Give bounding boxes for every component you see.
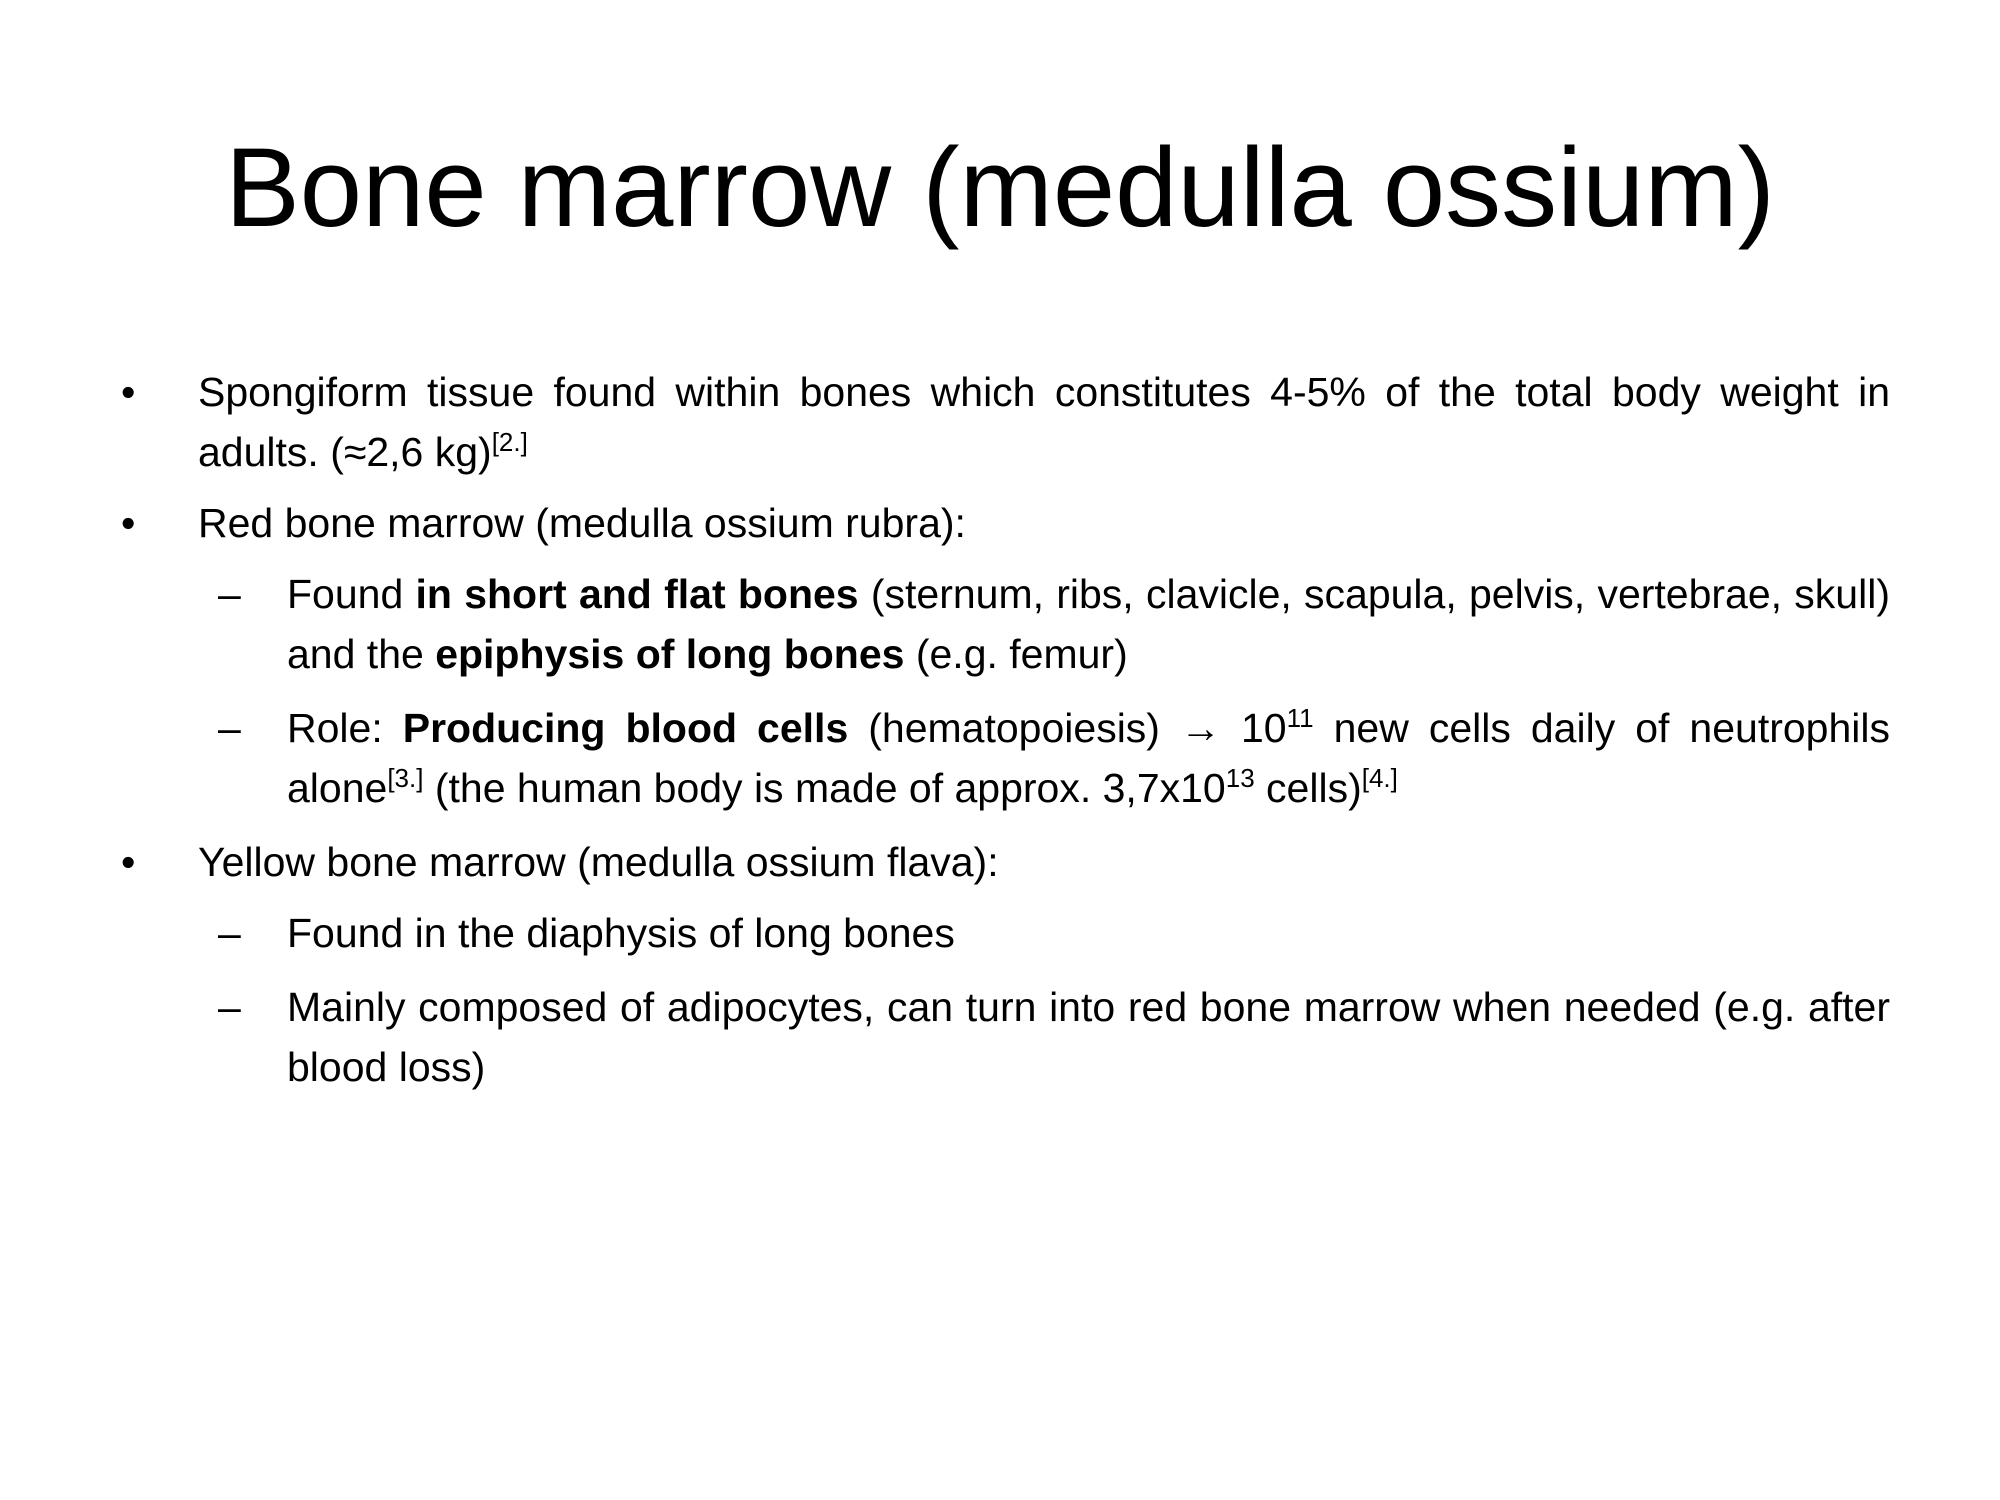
sub-item-yellow-composition xyxy=(112,977,1890,1097)
text-segment: Role: xyxy=(287,705,403,751)
text-segment: (e.g. femur) xyxy=(904,631,1128,677)
citation-ref: [2.] xyxy=(491,427,528,457)
dash-marker: – xyxy=(218,705,241,751)
text-segment: Mainly composed of adipocytes, can turn into red bone marrow when needed (e.g. after blood loss) xyxy=(287,984,1890,1090)
text-segment: Found xyxy=(287,571,416,617)
sub-item-red-role xyxy=(112,698,1890,818)
bold-segment: Producing blood cells xyxy=(402,705,849,751)
bullet-item-red-marrow xyxy=(112,493,1890,553)
text-segment: Found in the diaphysis of long bones xyxy=(287,910,955,956)
text-segment: new cells daily of neutrophils alone xyxy=(287,705,1890,811)
bullet-text: Yellow bone marrow (medulla ossium flava): xyxy=(198,839,999,885)
citation-ref: [3.] xyxy=(387,763,424,793)
text-segment: cells) xyxy=(1254,765,1362,811)
slide-content xyxy=(112,362,1890,1111)
text-segment: (sternum, ribs, clavicle, scapula, pelvis, vertebrae, skull) and the xyxy=(287,571,1890,677)
exponent: 13 xyxy=(1225,763,1255,793)
bullet-text: Red bone marrow (medulla ossium rubra): xyxy=(198,500,966,546)
bullet-marker: • xyxy=(121,839,136,885)
bullet-item-body-weight xyxy=(112,362,1890,482)
bullet-item-yellow-marrow xyxy=(112,832,1890,892)
bullet-marker: • xyxy=(121,369,136,415)
exponent: 11 xyxy=(1286,703,1314,733)
dash-marker: – xyxy=(218,571,241,617)
text-segment: (hematopoiesis) → 10 xyxy=(848,705,1287,751)
bullet-marker: • xyxy=(121,500,136,546)
sub-item-red-location xyxy=(112,564,1890,684)
bold-segment: epiphysis of long bones xyxy=(435,631,905,677)
slide-title: Bone marrow (medulla ossium) xyxy=(225,125,1775,250)
text-segment: (the human body is made of approx. 3,7x10 xyxy=(423,765,1226,811)
bullet-text: Spongiform tissue found within bones which constitutes 4-5% of the total body weight in adults. (≈2,6 kg) xyxy=(198,369,1890,475)
sub-item-yellow-location xyxy=(112,903,1890,963)
citation-ref: [4.] xyxy=(1361,763,1398,793)
bold-segment: in short and flat bones xyxy=(415,571,859,617)
dash-marker: – xyxy=(218,910,241,956)
dash-marker: – xyxy=(218,984,241,1030)
